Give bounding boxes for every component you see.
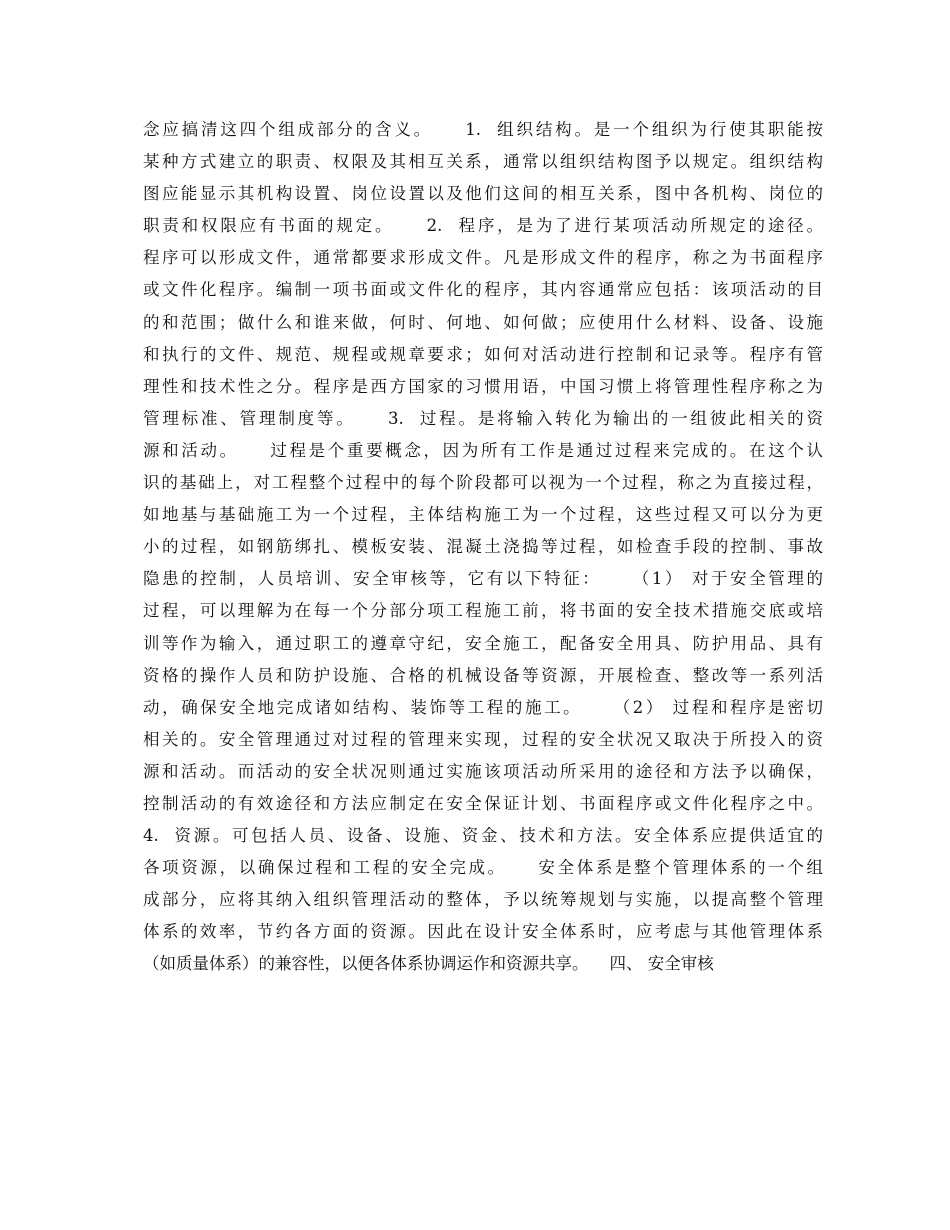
text-line: 理性和技术性之分。程序是西方国家的习惯用语，中国习惯上将管理性程序称之为 <box>143 376 823 396</box>
text-line: 念应搞清这四个组成部分的含义。 1. 组织结构。是一个组织为行使其职能按 <box>143 120 823 139</box>
text-line: 源和活动。 过程是个重要概念，因为所有工作是通过过程来完成的。在这个认 <box>143 440 823 460</box>
text-line: 隐患的控制，人员培训、安全审核等，它有以下特征： （1） 对于安全管理的 <box>143 569 823 589</box>
text-line: 职责和权限应有书面的规定。 2. 程序，是为了进行某项活动所规定的途径。 <box>143 216 823 236</box>
text-line: 的和范围；做什么和谁来做，何时、何地、如何做；应使用什么材料、设备、设施 <box>143 312 823 332</box>
text-line: 如地基与基础施工为一个过程，主体结构施工为一个过程，这些过程又可以分为更 <box>143 505 823 525</box>
text-line: 图应能显示其机构设置、岗位设置以及他们这间的相互关系，图中各机构、岗位的 <box>143 184 823 204</box>
text-line: 动，确保安全地完成诸如结构、装饰等工程的施工。 （2） 过程和程序是密切 <box>143 697 823 717</box>
text-line: 过程，可以理解为在每一个分部分项工程施工前，将书面的安全技术措施交底或培 <box>143 601 823 621</box>
text-line: 4. 资源。可包括人员、设备、设施、资金、技术和方法。安全体系应提供适宜的 <box>143 826 823 846</box>
text-line: 某种方式建立的职责、权限及其相互关系，通常以组织结构图予以规定。组织结构 <box>143 152 823 172</box>
text-line: 相关的。安全管理通过对过程的管理来实现，过程的安全状况又取决于所投入的资 <box>143 729 823 749</box>
text-line: 控制活动的有效途径和方法应制定在安全保证计划、书面程序或文件化程序之中。 <box>143 793 823 813</box>
text-line: 资格的操作人员和防护设施、合格的机械设备等资源，开展检查、整改等一系列活 <box>143 665 823 685</box>
text-line: 小的过程，如钢筋绑扎、模板安装、混凝土浇捣等过程，如检查手段的控制、事故 <box>143 537 823 557</box>
body-text <box>143 114 823 981</box>
text-line: 和执行的文件、规范、规程或规章要求；如何对活动进行控制和记录等。程序有管 <box>143 344 823 364</box>
text-line: 程序可以形成文件，通常都要求形成文件。凡是形成文件的程序，称之为书面程序 <box>143 248 823 268</box>
text-line: 成部分，应将其纳入组织管理活动的整体，予以统筹规划与实施，以提高整个管理 <box>143 890 823 910</box>
text-line: 识的基础上，对工程整个过程中的每个阶段都可以视为一个过程，称之为直接过程， <box>143 473 823 493</box>
text-line: （如质量体系）的兼容性，以便各体系协调运作和资源共享。 四、 安全审核 <box>143 954 714 974</box>
text-line: 训等作为输入，通过职工的遵章守纪，安全施工，配备安全用具、防护用品、具有 <box>143 633 823 653</box>
text-line: 各项资源，以确保过程和工程的安全完成。 安全体系是整个管理体系的一个组 <box>143 858 823 878</box>
text-line: 或文件化程序。编制一项书面或文件化的程序，其内容通常应包括：该项活动的目 <box>143 280 823 300</box>
text-line: 管理标准、管理制度等。 3. 过程。是将输入转化为输出的一组彼此相关的资 <box>143 408 823 428</box>
text-line: 源和活动。而活动的安全状况则通过实施该项活动所采用的途径和方法予以确保， <box>143 761 823 781</box>
text-line: 体系的效率，节约各方面的资源。因此在设计安全体系时，应考虑与其他管理体系 <box>143 922 823 942</box>
